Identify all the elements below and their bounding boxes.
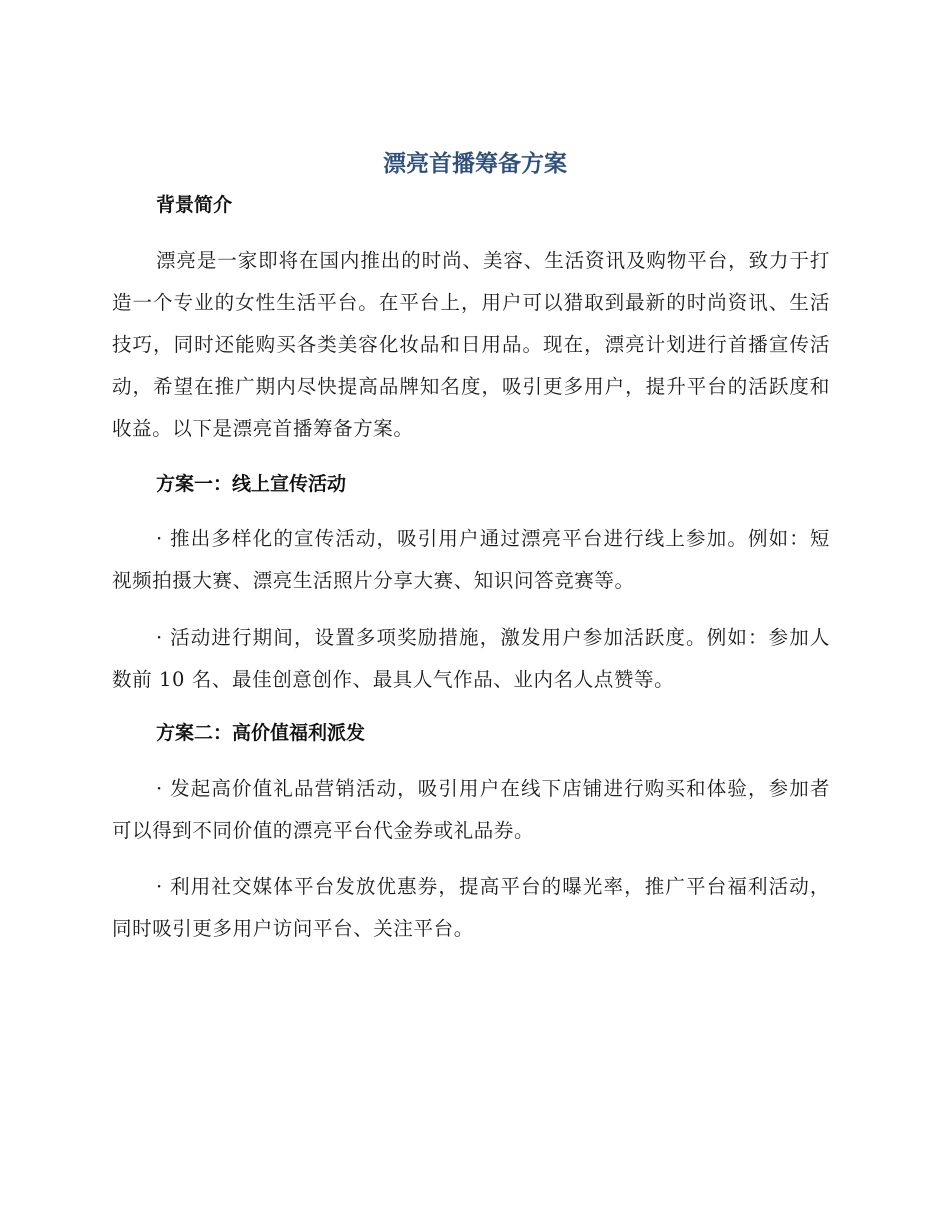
paragraph-plan-two-item-2: · 利用社交媒体平台发放优惠券，提高平台的曝光率，推广平台福利活动，同时吸引更多用户访问平台、关注平台。 [112, 875, 830, 940]
document-title: 漂亮首播筹备方案 [383, 151, 567, 177]
paragraph-background: 漂亮是一家即将在国内推出的时尚、美容、生活资讯及购物平台，致力于打造一个专业的女性生活平台。在平台上，用户可以猎取到最新的时尚资讯、生活技巧，同时还能购买各类美容化妆品和日用品。现在，漂亮计划进行首播宣传活动，希望在推广期内尽快提高品牌知名度，吸引更多用户，提升平台的活跃度和收益。以下是漂亮首播筹备方案。 [112, 249, 830, 440]
section-heading-plan-two: 方案二：高价值福利派发 [156, 722, 366, 744]
paragraph-plan-one-item-2: · 活动进行期间，设置多项奖励措施，激发用户参加活跃度。例如：参加人数前 10 名、最佳创意创作、最具人气作品、业内名人点赞等。 [112, 626, 830, 691]
paragraph-plan-two-item-1: · 发起高价值礼品营销活动，吸引用户在线下店铺进行购买和体验，参加者可以得到不同价值的漂亮平台代金券或礼品券。 [112, 777, 830, 842]
section-heading-background: 背景简介 [156, 194, 233, 216]
section-heading-plan-one: 方案一：线上宣传活动 [156, 473, 347, 495]
paragraph-plan-one-item-1: · 推出多样化的宣传活动，吸引用户通过漂亮平台进行线上参加。例如：短视频拍摄大赛、漂亮生活照片分享大赛、知识问答竞赛等。 [112, 527, 830, 592]
